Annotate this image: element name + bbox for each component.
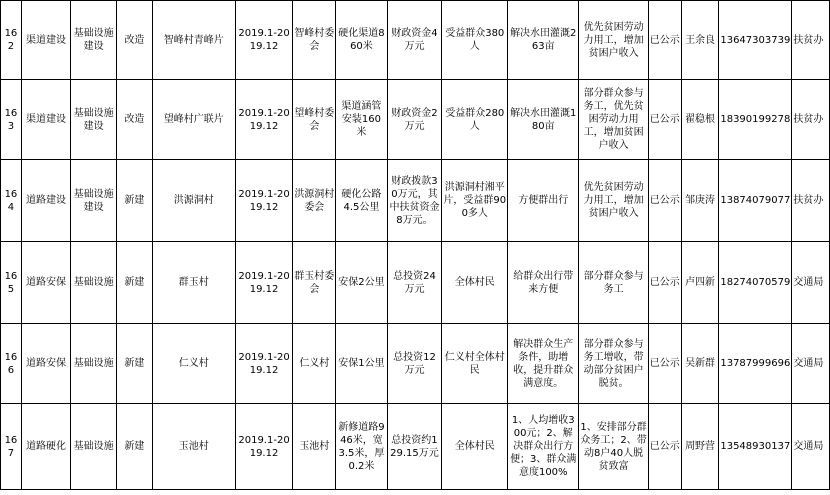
funding-source-cell: 财政资金2万元	[387, 80, 442, 160]
project-category-cell: 基础设施	[71, 404, 117, 490]
benefit-mechanism-cell: 优先贫困劳动力用工，增加贫困户收入	[579, 1, 648, 80]
responsible-department-cell: 扶贫办	[792, 80, 830, 160]
row-number-cell: 162	[1, 1, 22, 80]
row-number-cell: 167	[1, 404, 22, 490]
project-location-cell: 群玉村	[152, 242, 235, 324]
responsible-unit-cell: 智峰村委会	[293, 1, 336, 80]
contact-phone-cell: 18390199278	[719, 80, 792, 160]
publicity-status-cell: 已公示	[648, 160, 681, 242]
project-location-cell: 智峰村青峰片	[152, 1, 235, 80]
project-location-cell: 望峰村广联片	[152, 80, 235, 160]
beneficiaries-cell: 受益群众380人	[442, 1, 508, 80]
project-category-cell: 基础设施建设	[71, 160, 117, 242]
construction-scale-cell: 安保1公里	[336, 324, 387, 404]
row-number-cell: 166	[1, 324, 22, 404]
project-type-cell: 道路建设	[21, 160, 70, 242]
responsible-unit-cell: 仁义村	[293, 324, 336, 404]
project-type-cell: 道路安保	[21, 242, 70, 324]
project-category-cell: 基础设施建设	[71, 80, 117, 160]
construction-scale-cell: 新修道路946米，宽3.5米，厚0.2米	[336, 404, 387, 490]
project-type-cell: 道路安保	[21, 324, 70, 404]
contact-person-cell: 吴新群	[681, 324, 719, 404]
funding-source-cell: 财政资金4万元	[387, 1, 442, 80]
construction-nature-cell: 新建	[116, 324, 152, 404]
responsible-unit-cell: 望峰村委会	[293, 80, 336, 160]
contact-person-cell: 周野营	[681, 404, 719, 490]
contact-person-cell: 邹庚涛	[681, 160, 719, 242]
funding-source-cell: 总投资约129.15万元	[387, 404, 442, 490]
project-type-cell: 渠道建设	[21, 1, 70, 80]
construction-period-cell: 2019.1-2019.12	[235, 324, 293, 404]
beneficiaries-cell: 全体村民	[442, 404, 508, 490]
table-row	[1, 160, 830, 242]
project-effect-cell: 解决群众生产条件，助增收，提升群众满意度。	[508, 324, 579, 404]
beneficiaries-cell: 全体村民	[442, 242, 508, 324]
construction-nature-cell: 新建	[116, 404, 152, 490]
project-effect-cell: 方便群出行	[508, 160, 579, 242]
funding-source-cell: 总投资24万元	[387, 242, 442, 324]
construction-nature-cell: 改造	[116, 80, 152, 160]
construction-nature-cell: 新建	[116, 160, 152, 242]
project-category-cell: 基础设施建设	[71, 1, 117, 80]
construction-scale-cell: 硬化渠道860米	[336, 1, 387, 80]
contact-phone-cell: 13647303739	[719, 1, 792, 80]
publicity-status-cell: 已公示	[648, 324, 681, 404]
benefit-mechanism-cell: 部分群众参与务工增收，带动部分贫困户脱贫。	[579, 324, 648, 404]
construction-period-cell: 2019.1-2019.12	[235, 80, 293, 160]
beneficiaries-cell: 受益群众280人	[442, 80, 508, 160]
project-type-cell: 渠道建设	[21, 80, 70, 160]
responsible-unit-cell: 洪源洞村委会	[293, 160, 336, 242]
benefit-mechanism-cell: 部分群众参与务工，优先贫困劳动力用工，增加贫困户收入	[579, 80, 648, 160]
construction-scale-cell: 硬化公路4.5公里	[336, 160, 387, 242]
construction-scale-cell: 渠道涵管安装160米	[336, 80, 387, 160]
beneficiaries-cell: 仁义村全体村民	[442, 324, 508, 404]
table-row	[1, 80, 830, 160]
row-number-cell: 163	[1, 80, 22, 160]
publicity-status-cell: 已公示	[648, 1, 681, 80]
contact-phone-cell: 13874079077	[719, 160, 792, 242]
construction-period-cell: 2019.1-2019.12	[235, 242, 293, 324]
row-number-cell: 165	[1, 242, 22, 324]
benefit-mechanism-cell: 1、安排部分群众务工；2、带动8户40人脱贫致富	[579, 404, 648, 490]
responsible-department-cell: 交通局	[792, 242, 830, 324]
project-location-cell: 洪源洞村	[152, 160, 235, 242]
benefit-mechanism-cell: 优先贫困劳动力用工，增加贫困户收入	[579, 160, 648, 242]
construction-period-cell: 2019.1-2019.12	[235, 160, 293, 242]
contact-person-cell: 王余良	[681, 1, 719, 80]
responsible-unit-cell: 群玉村委会	[293, 242, 336, 324]
construction-period-cell: 2019.1-2019.12	[235, 1, 293, 80]
table-row	[1, 242, 830, 324]
responsible-department-cell: 交通局	[792, 324, 830, 404]
project-type-cell: 道路硬化	[21, 404, 70, 490]
contact-phone-cell: 13787999696	[719, 324, 792, 404]
project-effect-cell: 解决水田灌溉263亩	[508, 1, 579, 80]
responsible-department-cell: 扶贫办	[792, 160, 830, 242]
funding-source-cell: 总投资12万元	[387, 324, 442, 404]
contact-person-cell: 翟稳根	[681, 80, 719, 160]
project-effect-cell: 1、人均增收300元；2、解决群众出行方便；3、群众满意度100%	[508, 404, 579, 490]
contact-person-cell: 卢四新	[681, 242, 719, 324]
construction-scale-cell: 安保2公里	[336, 242, 387, 324]
publicity-status-cell: 已公示	[648, 404, 681, 490]
construction-nature-cell: 新建	[116, 242, 152, 324]
project-location-cell: 仁义村	[152, 324, 235, 404]
construction-period-cell: 2019.1-2019.12	[235, 404, 293, 490]
table-row	[1, 1, 830, 80]
benefit-mechanism-cell: 部分群众参与务工	[579, 242, 648, 324]
project-category-cell: 基础设施	[71, 242, 117, 324]
construction-nature-cell: 改造	[116, 1, 152, 80]
responsible-department-cell: 扶贫办	[792, 1, 830, 80]
project-effect-cell: 解决水田灌溉180亩	[508, 80, 579, 160]
project-effect-cell: 给群众出行带来方便	[508, 242, 579, 324]
publicity-status-cell: 已公示	[648, 80, 681, 160]
publicity-status-cell: 已公示	[648, 242, 681, 324]
contact-phone-cell: 13548930137	[719, 404, 792, 490]
table-row	[1, 324, 830, 404]
responsible-department-cell: 交通局	[792, 404, 830, 490]
funding-source-cell: 财政拨款30万元，其中扶贫资金8万元。	[387, 160, 442, 242]
beneficiaries-cell: 洪源洞村湘平片，受益群900多人	[442, 160, 508, 242]
responsible-unit-cell: 玉池村	[293, 404, 336, 490]
contact-phone-cell: 18274070579	[719, 242, 792, 324]
project-category-cell: 基础设施	[71, 324, 117, 404]
row-number-cell: 164	[1, 160, 22, 242]
table-row	[1, 404, 830, 490]
project-location-cell: 玉池村	[152, 404, 235, 490]
